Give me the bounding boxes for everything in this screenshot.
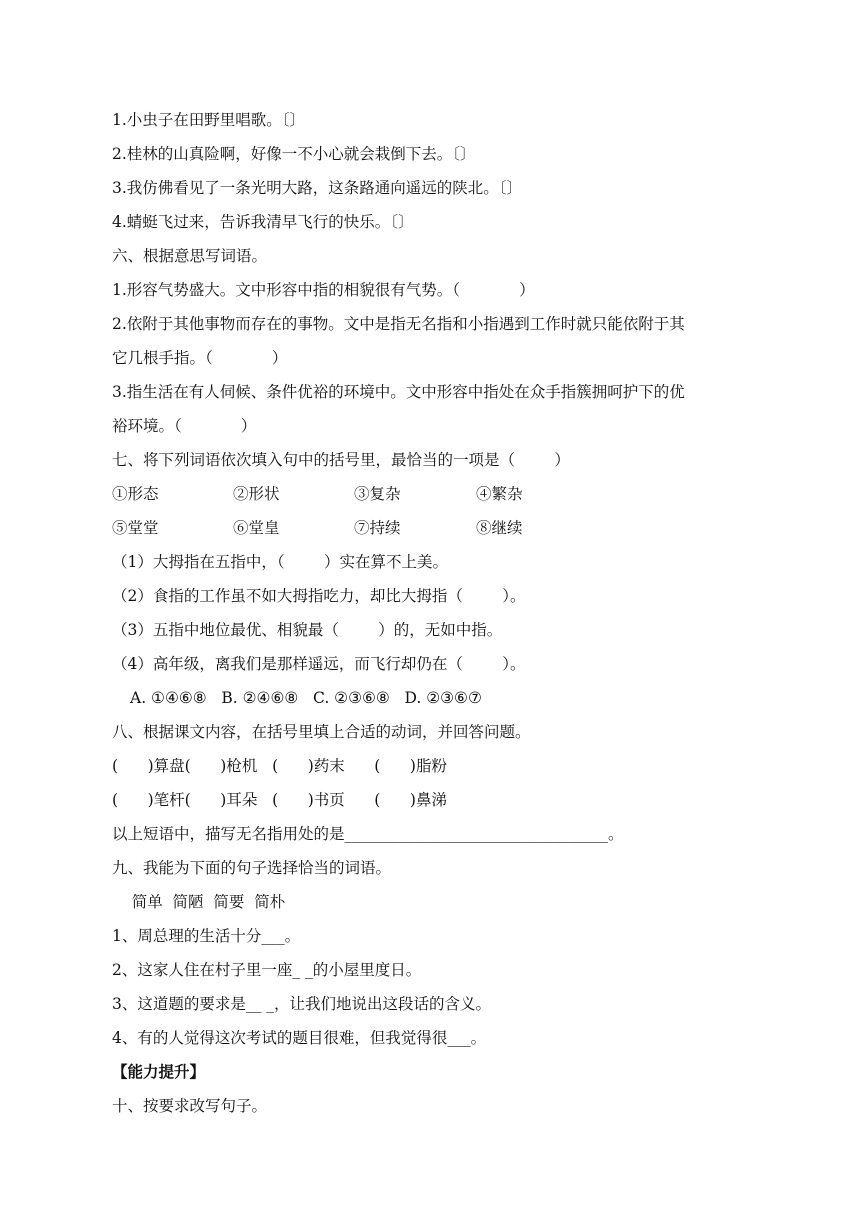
option-1: ①形态 [112, 485, 159, 503]
s6-line-2: 2.依附于其他事物而存在的事物。文中是指无名指和小指遇到工作时就只能依附于其 [112, 315, 685, 333]
option-3: ③复杂 [354, 485, 401, 503]
ability-heading: 【能力提升】 [112, 1062, 206, 1081]
s5-item-3: 3.我仿佛看见了一条光明大路，这条路通向遥远的陕北。〔〕 [112, 179, 523, 197]
section9-heading: 九、我能为下面的句子选择恰当的词语。 [112, 859, 392, 877]
s5-item-1: 1.小虫子在田野里唱歌。〔〕 [112, 111, 306, 129]
section7-heading: 七、将下列词语依次填入句中的括号里，最恰当的一项是（ ） [112, 451, 570, 469]
option-7: ⑦持续 [354, 519, 401, 537]
option-2: ②形状 [233, 485, 280, 503]
option-4: ④繁杂 [476, 485, 523, 503]
s9-item-3: 3、这道题的要求是__ _，让我们地说出这段话的含义。 [112, 995, 492, 1013]
s7-sentence-2: （2）食指的工作虽不如大拇指吃力，却比大拇指（ ）。 [112, 587, 526, 605]
s6-line-3: 它几根手指。（ ） [112, 349, 288, 367]
s8-question: 以上短语中，描写无名指用处的是__________________________________。 [112, 825, 624, 843]
section6-heading: 六、根据意思写词语。 [112, 247, 268, 265]
s5-item-4: 4.蜻蜓飞过来，告诉我清早飞行的快乐。〔〕 [112, 213, 414, 231]
s6-line-5: 裕环境。（ ） [112, 417, 257, 435]
s9-item-2: 2、这家人住在村子里一座_ _的小屋里度日。 [112, 961, 422, 979]
s9-word-bank: 简单 简陋 简要 简朴 [112, 893, 286, 911]
s9-item-4: 4、有的人觉得这次考试的题目很难，但我觉得很___。 [112, 1029, 487, 1047]
s7-choices: A. ①④⑥⑧ B. ②④⑥⑧ C. ②③⑥⑧ D. ②③⑥⑦ [130, 689, 482, 707]
s7-sentence-4: （4）高年级，离我们是那样遥远，而飞行却仍在（ ）。 [112, 655, 526, 673]
s6-line-4: 3.指生活在有人伺候、条件优裕的环境中。文中形容中指处在众手指簇拥呵护下的优 [112, 383, 685, 401]
s5-item-2: 2.桂林的山真险啊，好像一不小心就会栽倒下去。〔〕 [112, 145, 476, 163]
s7-sentence-3: （3）五指中地位最优、相貌最（ ）的，无如中指。 [112, 621, 503, 639]
section10-heading: 十、按要求改写句子。 [112, 1097, 268, 1115]
s8-row-1: ( )算盘( )枪机 ( )药末 ( )脂粉 [112, 757, 447, 775]
s8-row-2: ( )笔杆( )耳朵 ( )书页 ( )鼻涕 [112, 791, 447, 809]
s7-sentence-1: （1）大拇指在五指中，（ ）实在算不上美。 [112, 553, 449, 571]
s6-line-1: 1.形容气势盛大。文中形容中指的相貌很有气势。（ ） [112, 281, 535, 299]
option-8: ⑧继续 [476, 519, 523, 537]
option-6: ⑥堂皇 [233, 519, 280, 537]
section8-heading: 八、根据课文内容，在括号里填上合适的动词，并回答问题。 [112, 723, 531, 741]
option-5: ⑤堂堂 [112, 519, 159, 537]
s9-item-1: 1、周总理的生活十分___。 [112, 927, 301, 945]
